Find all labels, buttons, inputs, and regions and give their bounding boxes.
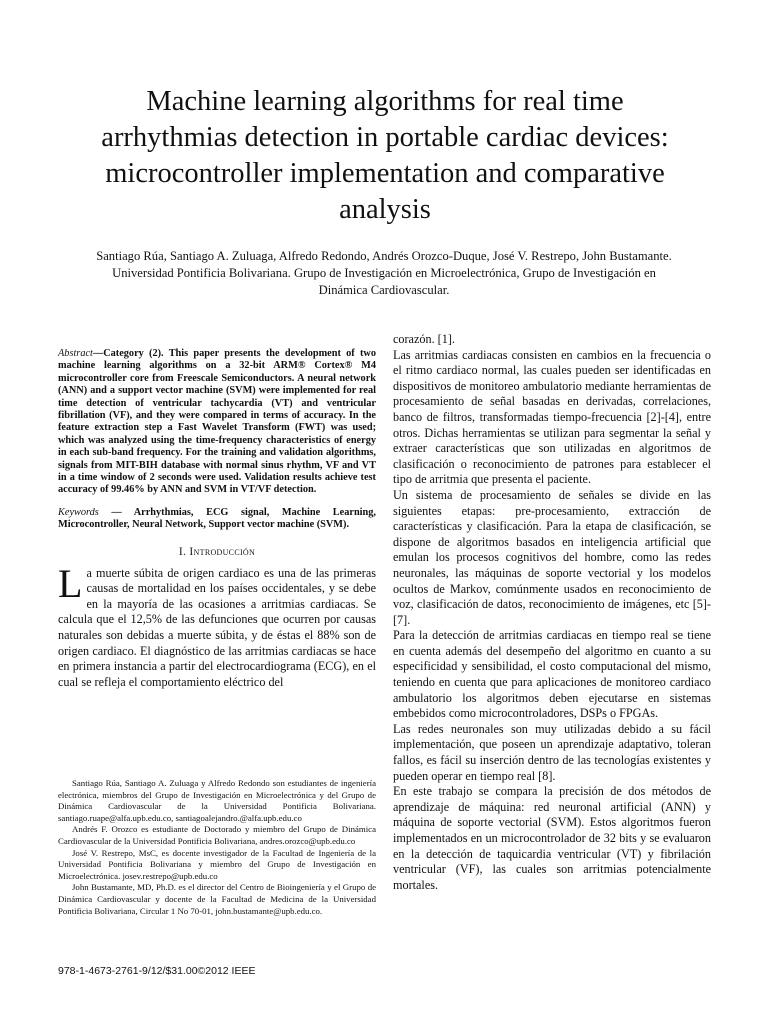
- isbn-copyright: 978-1-4673-2761-9/12/$31.00©2012 IEEE: [58, 965, 256, 977]
- body-paragraph: Las redes neuronales son muy utilizadas debido a su fácil implementación, que poseen un aprendizaje adaptativo, toleran fallos, es fácil su inserción dentro de las tecnologías existentes y pueden operar en tiempo real [8].: [393, 721, 711, 783]
- section-title: Introducción: [189, 545, 256, 558]
- section-heading: [58, 546, 376, 558]
- footnote: José V. Restrepo, MsC, es docente investigador de la Facultad de Ingeniería de la Universidad Pontificia Bolivariana y miembro del Grupo de Investigación en Microelectrónica. josev.restrepo@upb.edu.co: [58, 847, 376, 881]
- body-paragraph: En este trabajo se compara la precisión de dos métodos de aprendizaje de máquina: red neuronal artificial (ANN) y máquina de soporte vectorial (SVM). Estos algoritmos fueron implementados en un microcontrolador de 32 bits y se evaluaron en la detección de taquicardia ventricular (VT) y fibrilación ventricular (VF), las cuales son arritmias potencialmente mortales.: [393, 784, 711, 892]
- body-paragraph: Para la detección de arritmias cardiacas en tiempo real se tiene en cuenta además del desempeño del algoritmo en cuanto a su especificidad y sensibilidad, el costo computacional del mismo, teniendo en cuenta que para aplicaciones de monitoreo cardiaco ambulatorio los algoritmos deben ejecutarse en sistemas embebidos como microcontroladores, DSPs o FPGAs.: [393, 628, 711, 721]
- author-footnotes: [58, 778, 376, 917]
- abstract-text: —Category (2). This paper presents the development of two machine learning algorithms on a 32-bit ARM® Cortex® M4 microcontroller core from Freescale Semiconductors. A neural network (ANN) and a support vector machine (SVM) were implemented for real time detection of ventricular tachycardia (VT) and ventricular fibrillation (VF), and they were compared in terms of accuracy. In the feature extraction step a Fast Wavelet Transform (FWT) was used; which was analyzed using the time-frequency characteristics of energy in each sub-band frequency. For the training and validation algorithms, signals from MIT-BIH database with normal sinus rhythm, VF and VT in a time window of 2 seconds were used. Validation results achieve test accuracy of 99.46% by ANN and SVM in VT/VF detection.: [58, 348, 376, 496]
- intro-paragraph: [58, 560, 376, 691]
- abstract: [58, 348, 376, 497]
- footnote: Andrés F. Orozco es estudiante de Doctorado y miembro del Grupo de Dinámica Cardiovascular de la Universidad Pontificia Bolivariana, andres.orozco@upb.edu.co: [58, 824, 376, 846]
- right-column: [393, 332, 711, 893]
- intro-text: a muerte súbita de origen cardiaco es una de las primeras causas de mortalidad en los países occidentales, y se debe en la mayoría de las ocasiones a arritmias cardiacas. Se calcula que el 12,5% de las defunciones que ocurren por causas naturales son debidas a muerte súbita, y de éstas el 88% son de origen cardiaco. El diagnóstico de las arritmias cardiacas se hace en primera instancia a partir del electrocardiograma (ECG), en el cual se refleja el comportamiento eléctrico del: [58, 565, 376, 689]
- section-number: I.: [178, 545, 187, 558]
- keywords: [58, 507, 376, 532]
- body-paragraph: Las arritmias cardiacas consisten en cambios en la frecuencia o el ritmo cardiaco normal, las cuales pueden ser identificadas en dispositivos de monitoreo ambulatorio mediante herramientas de procesamiento de señal basadas en derivadas, correlaciones, banco de filtros, transformadas tiempo-frecuencia [2]-[4], entre otros. Dichas herramientas se utilizan para segmentar la señal y extraer características que son utilizadas en algoritmos de clasificación o reconocimiento de patrones para establecer el tipo de arritmia que presenta el paciente.: [393, 347, 711, 487]
- drop-cap: L: [58, 560, 83, 606]
- footnote: Santiago Rúa, Santiago A. Zuluaga y Alfredo Redondo son estudiantes de ingeniería electrónica, miembros del Grupo de Investigación en Microelectrónica y del Grupo de Dinámica Cardiovascular de la Universidad Pontificia Bolivariana. santiago.ruape@alfa.upb.edu.co, santiagoalejandro.@alfa.upb.edu.co: [58, 778, 376, 823]
- left-column: [58, 348, 376, 690]
- abstract-label: Abstract: [58, 348, 93, 359]
- keywords-text: — Arrhythmias, ECG signal, Machine Learning, Microcontroller, Neural Network, Support vector machine (SVM).: [58, 506, 376, 531]
- body-paragraph: corazón. [1].: [393, 332, 455, 346]
- author-affiliations: Santiago Rúa, Santiago A. Zuluaga, Alfredo Redondo, Andrés Orozco-Duque, José V. Restrepo, John Bustamante. Universidad Pontificia Bolivariana. Grupo de Investigación en Microelectrónica, Grupo de Investigación en Dinámica Cardiovascular.: [96, 249, 672, 297]
- body-paragraph: Un sistema de procesamiento de señales se divide en las siguientes etapas: pre-procesamiento, extracción de características y clasificación. Para la etapa de clasificación, se dispone de algoritmos basados en inteligencia artificial que emulan los procesos cognitivos del hombre, como las redes neuronales, las máquinas de soporte vectorial y los modelos ocultos de Markov, comúnmente usados en reconocimiento de voz, clasificación de datos, reconocimiento de imágenes, etc [5]-[7].: [393, 487, 711, 627]
- footnote: John Bustamante, MD, Ph.D. es el director del Centro de Bioingeniería y el Grupo de Dinámica Cardiovascular y docente de la Facultad de Medicina de la Universidad Pontificia Bolivariana, Circular 1 No 70-01, john.bustamante@upb.edu.co.: [58, 882, 376, 916]
- keywords-label: Keywords: [58, 506, 99, 518]
- paper-title: Machine learning algorithms for real time arrhythmias detection in portable cardiac devices: microcontroller implementation and comparative analysis: [101, 86, 669, 225]
